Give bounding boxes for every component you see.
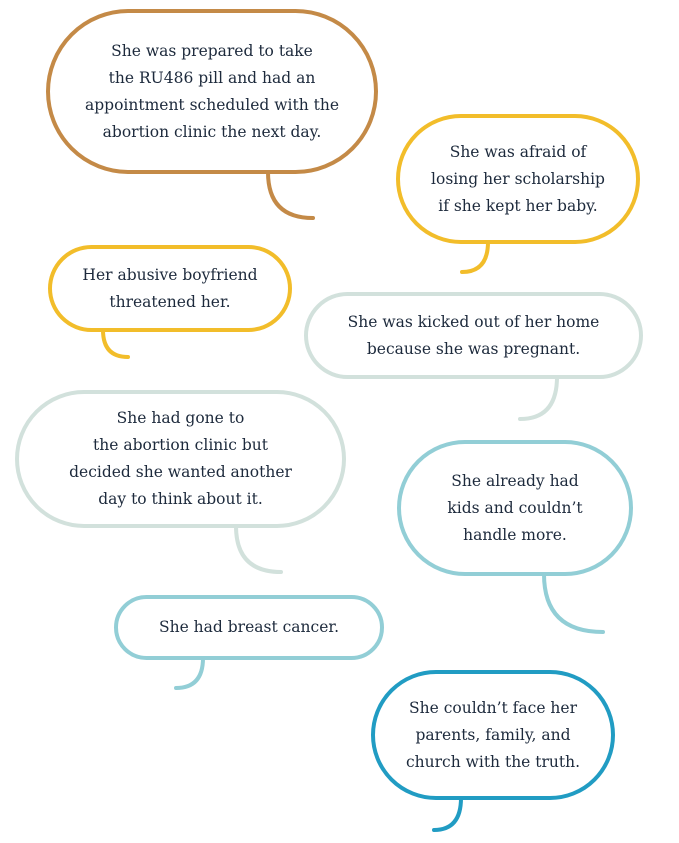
speech-bubble-boyfriend	[48, 245, 292, 332]
bubble-text: She was kicked out of her home because she was pregnant.	[347, 312, 600, 358]
bubble-text: She had breast cancer.	[158, 618, 340, 636]
bubble-text: She was prepared to take the RU486 pill and had an appointment scheduled with the abortion clinic the next day.	[84, 41, 340, 141]
bubble-tail-rx	[268, 172, 313, 218]
bubble-tail-kicked-out	[520, 377, 557, 419]
bubble-tail-boyfriend	[103, 330, 128, 357]
bubble-text: She was afraid of losing her scholarship if she kept her baby.	[431, 142, 605, 215]
speech-bubble-kicked-out	[304, 292, 643, 379]
bubble-tail-another-day	[236, 526, 281, 572]
bubble-text: Her abusive boyfriend threatened her.	[82, 265, 258, 311]
bubble-text: She already had kids and couldn’t handle more.	[447, 471, 583, 544]
bubble-tail-kids	[544, 574, 603, 632]
speech-bubble-scholarship	[396, 114, 640, 244]
bubble-text: She couldn’t face her parents, family, and church with the truth.	[405, 698, 581, 771]
bubble-tail-cancer	[176, 658, 203, 688]
bubble-tail-family	[434, 798, 461, 830]
bubble-tail-scholarship	[462, 242, 488, 272]
speech-bubble-kids	[397, 440, 633, 576]
bubble-text: She had gone to the abortion clinic but decided she wanted another day to think about it.	[69, 409, 292, 508]
speech-bubble-family	[371, 670, 615, 800]
speech-bubble-cancer	[114, 595, 384, 660]
speech-bubble-another-day	[15, 390, 346, 528]
speech-bubble-rx	[46, 9, 378, 174]
